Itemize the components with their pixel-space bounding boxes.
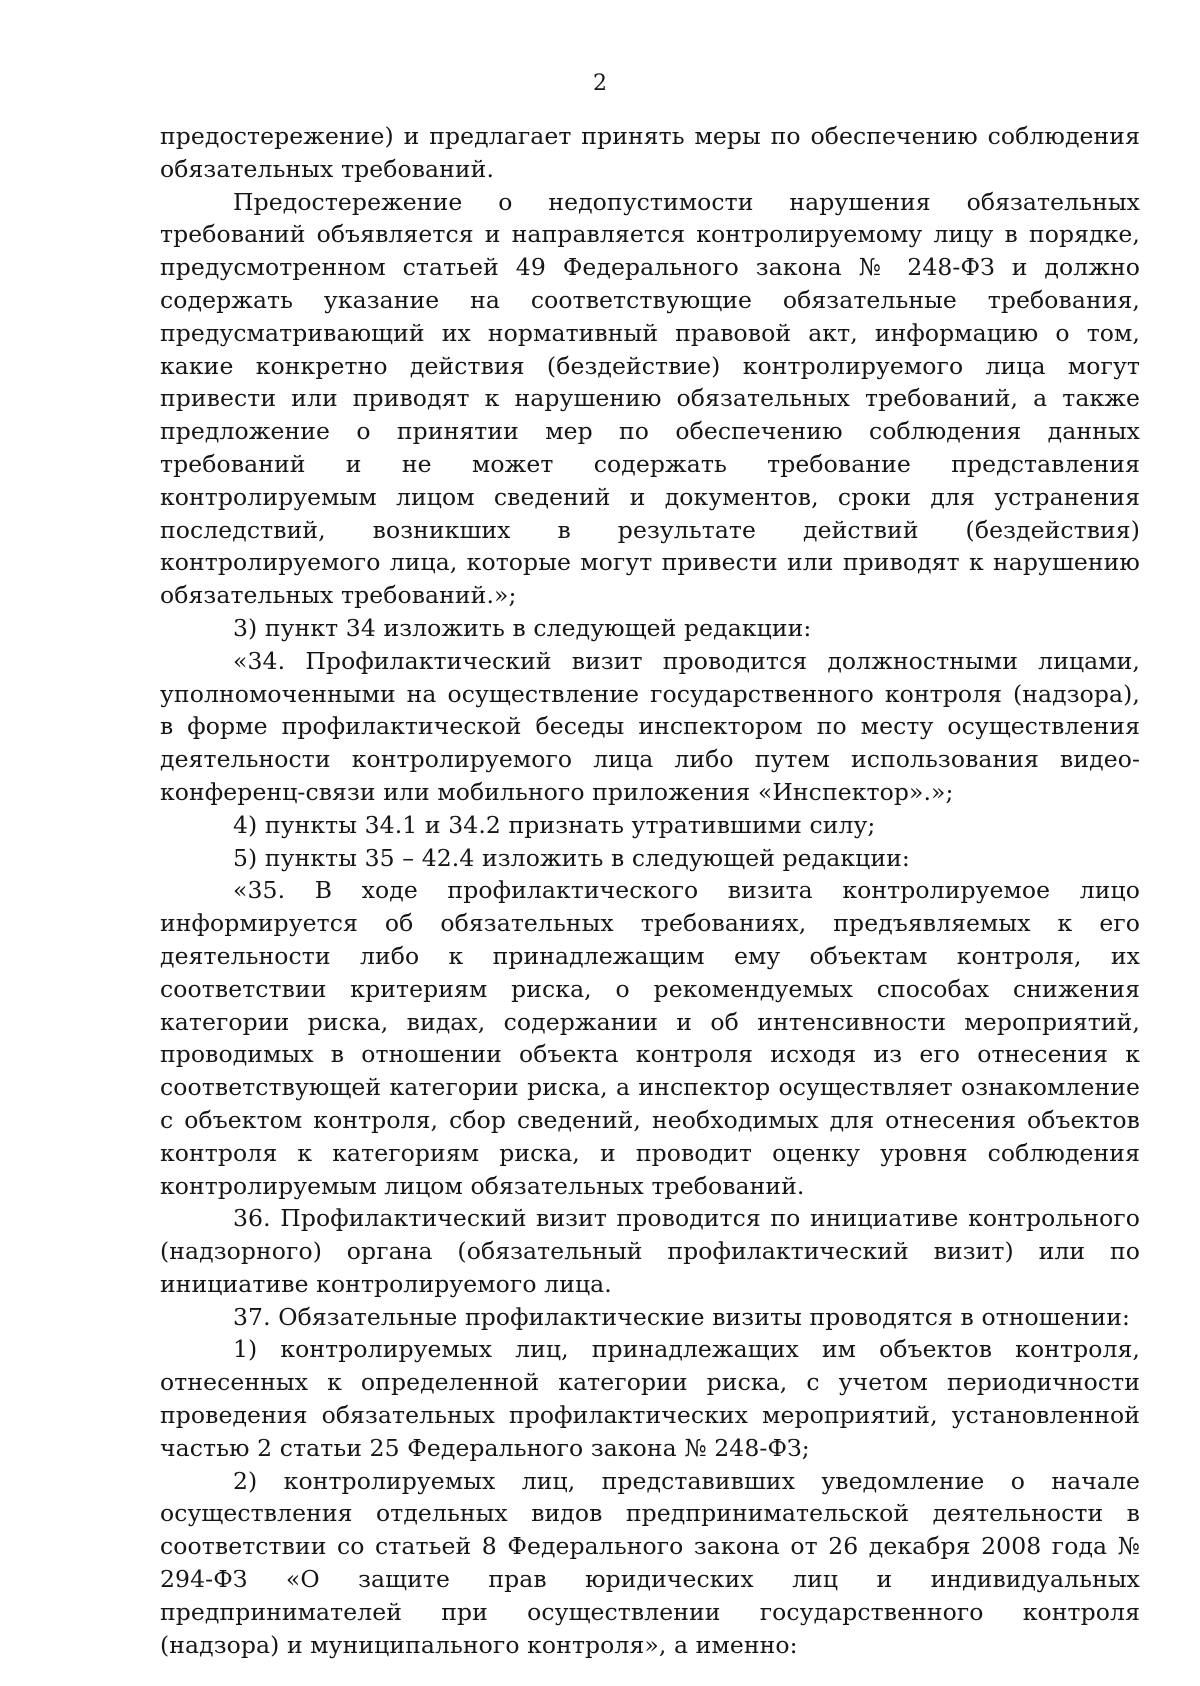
paragraph: 3) пункт 34 изложить в следующей редакции: xyxy=(233,613,812,642)
paragraph: 37. Обязательные профилактические визиты проводятся в отношении: xyxy=(233,1302,1131,1331)
document-body xyxy=(160,120,1140,1661)
paragraph: «34. Профилактический визит проводится должностными лицами, уполномоченными на осуществление государственного контроля (надзора), в форме профилактической беседы инспектором по месту осуществления деятельности контролируемого лица либо путем использования видео-конференц-связи или мобильного приложения «Инспектор».»; xyxy=(160,646,1140,806)
paragraph: предостережение) и предлагает принять меры по обеспечению соблюдения обязательных требований. xyxy=(160,122,1140,183)
paragraph: 1) контролируемых лиц, принадлежащих им объектов контроля, отнесенных к определенной категории риска, с учетом периодичности проведения обязательных профилактических мероприятий, установленной частью 2 статьи 25 Федерального закона № 248-ФЗ; xyxy=(160,1335,1140,1462)
paragraph: 4) пункты 34.1 и 34.2 признать утратившими силу; xyxy=(233,810,876,839)
page-number: 2 xyxy=(593,71,607,96)
paragraph: 36. Профилактический визит проводится по инициативе контрольного (надзорного) органа (обязательный профилактический визит) или по инициативе контролируемого лица. xyxy=(160,1204,1140,1298)
paragraph: «35. В ходе профилактического визита контролируемое лицо информируется об обязательных требованиях, предъявляемых к его деятельности либо к принадлежащим ему объектам контроля, их соответствии критериям риска, о рекомендуемых способах снижения категории риска, видах, содержании и об интенсивности мероприятий, проводимых в отношении объекта контроля исходя из его отнесения к соответствующей категории риска, а инспектор осуществляет ознакомление с объектом контроля, сбор сведений, необходимых для отнесения объектов контроля к категориям риска, и проводит оценку уровня соблюдения контролируемым лицом обязательных требований. xyxy=(160,876,1140,1200)
paragraph: 2) контролируемых лиц, представивших уведомление о начале осуществления отдельных видов предпринимательской деятельности в соответствии со статьей 8 Федерального закона от 26 декабря 2008 года № 294-ФЗ «О защите прав юридических лиц и индивидуальных предпринимателей при осуществлении государственного контроля (надзора) и муниципального контроля», а именно: xyxy=(160,1466,1140,1659)
paragraph: Предостережение о недопустимости нарушения обязательных требований объявляется и направляется контролируемому лицу в порядке, предусмотренном статьей 49 Федерального закона № 248-ФЗ и должно содержать указание на соответствующие обязательные требования, предусматривающий их нормативный правовой акт, информацию о том, какие конкретно действия (бездействие) контролируемого лица могут привести или приводят к нарушению обязательных требований, а также предложение о принятии мер по обеспечению соблюдения данных требований и не может содержать требование представления контролируемым лицом сведений и документов, сроки для устранения последствий, возникших в результате действий (бездействия) контролируемого лица, которые могут привести или приводят к нарушению обязательных требований.»; xyxy=(160,187,1140,610)
paragraph: 5) пункты 35 – 42.4 изложить в следующей редакции: xyxy=(233,843,910,872)
